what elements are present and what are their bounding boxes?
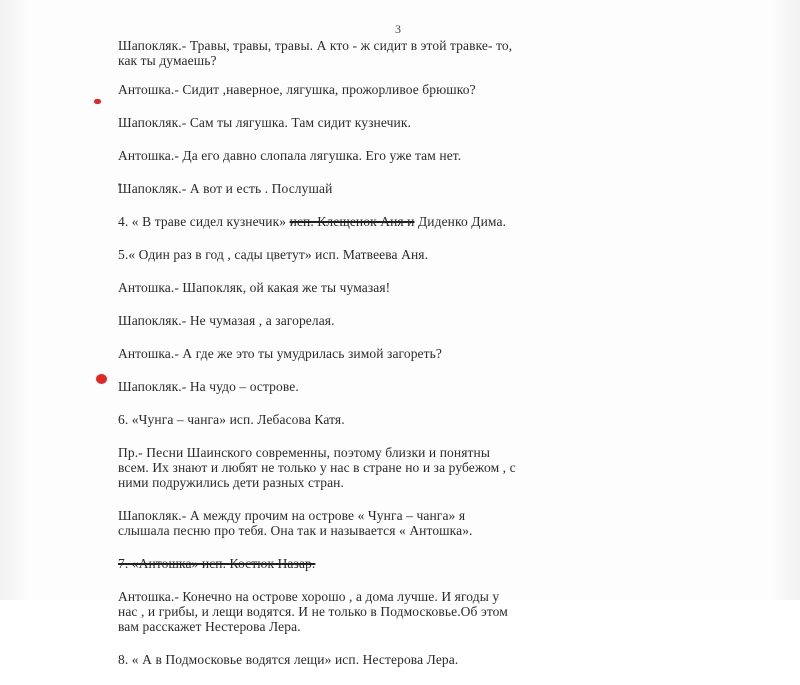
scan-shadow-right — [770, 0, 800, 600]
line-6-before: 4. « В траве сидел кузнечик» — [118, 214, 290, 229]
line-12: 6. «Чунга – чанга» исп. Лебасова Катя. — [118, 412, 345, 427]
red-marker-large — [96, 374, 107, 384]
line-7: 5.« Один раз в год , сады цветут» исп. Матвеева Аня. — [118, 247, 429, 262]
line-5: Шапокляк.- А вот и есть . Послушай — [118, 181, 333, 196]
line-14: Шапокляк.- А между прочим на острове « Чунга – чанга» я слышала песню про тебя. Она так и называется « Антошка». — [118, 508, 473, 538]
line-3: Шапокляк.- Сам ты лягушка. Там сидит кузнечик. — [118, 115, 411, 130]
line-6-after: Диденко Дима. — [414, 214, 507, 229]
line-11: Шапокляк.- На чудо – острове. — [118, 379, 299, 394]
line-2: Антошка.- Сидит ,наверное, лягушка, прожорливое брюшко? — [118, 82, 476, 97]
line-17: 8. « А в Подмосковье водятся лещи» исп. Нестерова Лера. — [118, 652, 459, 667]
line-16: Антошка.- Конечно на острове хорошо , а дома лучше. И ягоды у нас , и грибы, и лещи водятся. И не только в Подмосковье.Об этом вам расскажет Нестерова Лера. — [118, 589, 508, 634]
line-8: Антошка.- Шапокляк, ой какая же ты чумазая! — [118, 280, 391, 295]
page-number: 3 — [395, 22, 401, 36]
line-6-struck: исп. Клещенок Аня и — [289, 214, 415, 229]
line-4: Антошка.- Да его давно слопала лягушка. Его уже там нет. — [118, 148, 462, 163]
line-9: Шапокляк.- Не чумазая , а загорелая. — [118, 313, 335, 328]
red-marker-small — [94, 99, 101, 104]
line-13: Пр.- Песни Шаинского современны, поэтому близки и понятны всем. Их знают и любят не только у нас в стране но и за рубежом , с ними подружились дети разных стран. — [118, 445, 516, 490]
line-10: Антошка.- А где же это ты умудрилась зимой загореть? — [118, 346, 442, 361]
line-1: Шапокляк.- Травы, травы, травы. А кто - ж сидит в этой травке- то, как ты думаешь? — [118, 38, 513, 68]
script-text — [118, 38, 718, 685]
scan-shadow-left — [0, 0, 30, 600]
line-15 — [118, 556, 718, 571]
line-15-struck: 7. «Антошка» исп. Костюк Назар. — [118, 556, 316, 571]
line-6 — [118, 214, 718, 229]
